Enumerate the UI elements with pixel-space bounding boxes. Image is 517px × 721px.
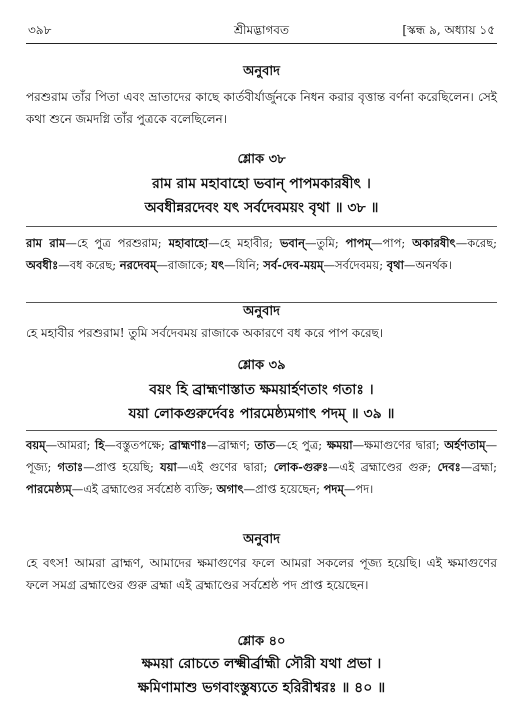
synonym-term: লোক-গুরুঃ	[273, 460, 329, 474]
verse-line: রাম রাম মহাবাহো ভবান্ পাপমকারষীৎ ।	[152, 176, 371, 192]
section-reference: [স্কন্ধ ৯, অধ্যায় ১৫	[402, 23, 495, 37]
synonym-meaning: যিনি	[235, 258, 256, 272]
synonym-term: অর্হণতাম্	[444, 438, 486, 452]
translation-text: হে মহাবীর পরশুরাম! তুমি সর্বদেবময় রাজাকে অকারণে বধ করে পাপ করেছ।	[26, 326, 384, 340]
verse-text	[26, 652, 497, 700]
synonym-meaning: হে মহাবীর	[219, 236, 270, 250]
synonym-term: গতাঃ	[57, 460, 84, 474]
synonym-meaning: বস্তুতপক্ষে	[115, 438, 161, 452]
synonym-meaning: প্রাপ্ত হয়েছি	[94, 460, 150, 474]
synonym-term: বয়ম্	[26, 438, 46, 452]
page-number: ৩৯৮	[28, 23, 52, 37]
synonym-term: মহাবাহো	[168, 236, 209, 250]
header-rule	[26, 43, 497, 44]
translation-text: হে বৎস! আমরা ব্রাহ্মণ, আমাদের ক্ষমাগুণের ফলে আমরা সকলের পূজ্য হয়েছি। এই ক্ষমাগুণের ফলে সমগ্র ব্রহ্মাণ্ডের গুরু ব্রহ্মা এই ব্রহ্মাণ্ডের সর্বশ্রেষ্ঠ পদ প্রাপ্ত হয়েছেন।	[26, 556, 497, 592]
synonym-meaning: আমরা	[57, 438, 87, 452]
synonym-term: অকারষীৎ	[412, 236, 456, 250]
synonym-meaning: হে পুত্র পরশুরাম	[76, 236, 158, 250]
synonym-term: নরদেবম্	[119, 258, 157, 272]
verse-line: অবধীন্নরদেবং যৎ সর্বদেবময়ং বৃথা ॥ ৩৮ ॥	[144, 200, 379, 216]
synonym-meaning: করেছ	[467, 236, 494, 250]
synonym-meaning: এই গুণের দ্বারা	[188, 460, 264, 474]
verse-text	[26, 378, 497, 426]
synonym-term: পাপম্	[345, 236, 371, 250]
translation-heading: অনুবাদ	[243, 532, 280, 547]
verse-heading: শ্লোক ৩৯	[237, 358, 286, 373]
synonym-meaning: রাজাকে	[167, 258, 204, 272]
synonym-term: ভবান্	[279, 236, 305, 250]
translation-text: পরশুরাম তাঁর পিতা এবং ভ্রাতাদের কাছে কার্তবীর্যার্জুনকে নিধন করার বৃত্তান্ত বর্ণনা করেছিলেন। সেই কথা শুনে জমদগ্নি তাঁর পুত্রকে বলেছিলেন।	[26, 90, 497, 126]
synonym-term: পদম্	[323, 482, 344, 496]
verse-heading: শ্লোক ৩৮	[237, 152, 286, 167]
word-for-word: রাম রাম—হে পুত্র পরশুরাম; মহাবাহো—হে মহাবীর; ভবান্—তুমি; পাপম্—পাপ; অকারষীৎ—করেছ; অবধীঃ—বধ করেছ; নরদেবম্—রাজাকে; যৎ—যিনি; সর্ব-দেব-ময়ম্—সর্বদেবময়; বৃথা—অনর্থক।	[26, 236, 498, 272]
synonym-term: অবধীঃ	[26, 258, 59, 272]
synonym-term: যয়া	[160, 460, 177, 474]
verse-heading: শ্লোক ৪০	[237, 634, 286, 649]
verse-line: ক্ষময়া রোচতে লক্ষ্মীর্ব্রাহ্মী সৌরী যথা প্রভা ।	[141, 656, 382, 672]
synonym-term: ব্রাহ্মণাঃ	[169, 438, 207, 452]
synonym-term: সর্ব-দেব-ময়ম্	[263, 258, 324, 272]
verse-text	[26, 172, 497, 220]
verse-line: বয়ং হি ব্রাহ্মণাস্তাত ক্ষময়ার্হণতাং গতাঃ ।	[149, 382, 374, 398]
synonym-term: যৎ	[211, 258, 225, 272]
synonym-meaning: এই ব্রহ্মাণ্ডের গুরু	[339, 460, 428, 474]
section-divider	[26, 430, 497, 431]
verse-line: যয়া লোকগুরুর্দেবঃ পারমেষ্ঠ্যমগাৎ পদম্ ॥ ৩৯ ॥	[128, 406, 395, 422]
verse-line: ক্ষমিণামাশু ভগবাংস্তুষ্যতে হরিরীশ্বরঃ ॥ ৪০ ॥	[137, 680, 386, 696]
synonym-meaning: বধ করেছ	[69, 258, 113, 272]
synonym-term: দেবঃ	[437, 460, 461, 474]
synonym-meaning: হে পুত্র	[286, 438, 319, 452]
synonym-term: অগাৎ	[216, 482, 244, 496]
synonym-meaning: পাপ	[382, 236, 402, 250]
translation-heading: অনুবাদ	[243, 304, 280, 319]
page-header	[28, 22, 495, 40]
synonym-meaning: সর্বদেবময়	[334, 258, 380, 272]
synonym-meaning: ব্রাহ্মণ	[218, 438, 247, 452]
translation-heading: অনুবাদ	[243, 64, 280, 79]
synonym-meaning: তুমি	[316, 236, 335, 250]
synonym-term: তাত	[254, 438, 276, 452]
synonym-term: হি	[95, 438, 105, 452]
synonym-meaning: ক্ষমাগুণের দ্বারা	[364, 438, 436, 452]
synonym-meaning: পূজ্য	[26, 460, 48, 474]
synonym-meaning: প্রাপ্ত হয়েছেন	[255, 482, 317, 496]
section-divider	[26, 226, 497, 227]
synonym-meaning: এই ব্রহ্মাণ্ডের সর্বশ্রেষ্ঠ ব্যক্তি	[83, 482, 210, 496]
synonym-meaning: ব্রহ্মা	[472, 460, 494, 474]
synonym-term: রাম রাম	[26, 236, 66, 250]
synonym-meaning: অনর্থক।	[415, 258, 452, 272]
synonym-term: পারমেষ্ঠ্যম্	[26, 482, 72, 496]
synonym-term: বৃথা	[386, 258, 404, 272]
book-title: শ্রীমদ্ভাগবত	[233, 23, 289, 37]
synonym-term: ক্ষময়া	[326, 438, 353, 452]
word-for-word: বয়ম্—আমরা; হি—বস্তুতপক্ষে; ব্রাহ্মণাঃ—ব্রাহ্মণ; তাত—হে পুত্র; ক্ষময়া—ক্ষমাগুণের দ্বারা; অর্হণতাম্—পূজ্য; গতাঃ—প্রাপ্ত হয়েছি; যয়া—এই গুণের দ্বারা; লোক-গুরুঃ—এই ব্রহ্মাণ্ডের গুরু; দেবঃ—ব্রহ্মা; পারমেষ্ঠ্যম্—এই ব্রহ্মাণ্ডের সর্বশ্রেষ্ঠ ব্যক্তি; অগাৎ—প্রাপ্ত হয়েছেন; পদম্—পদ।	[26, 438, 498, 496]
synonym-meaning: পদ।	[355, 482, 374, 496]
